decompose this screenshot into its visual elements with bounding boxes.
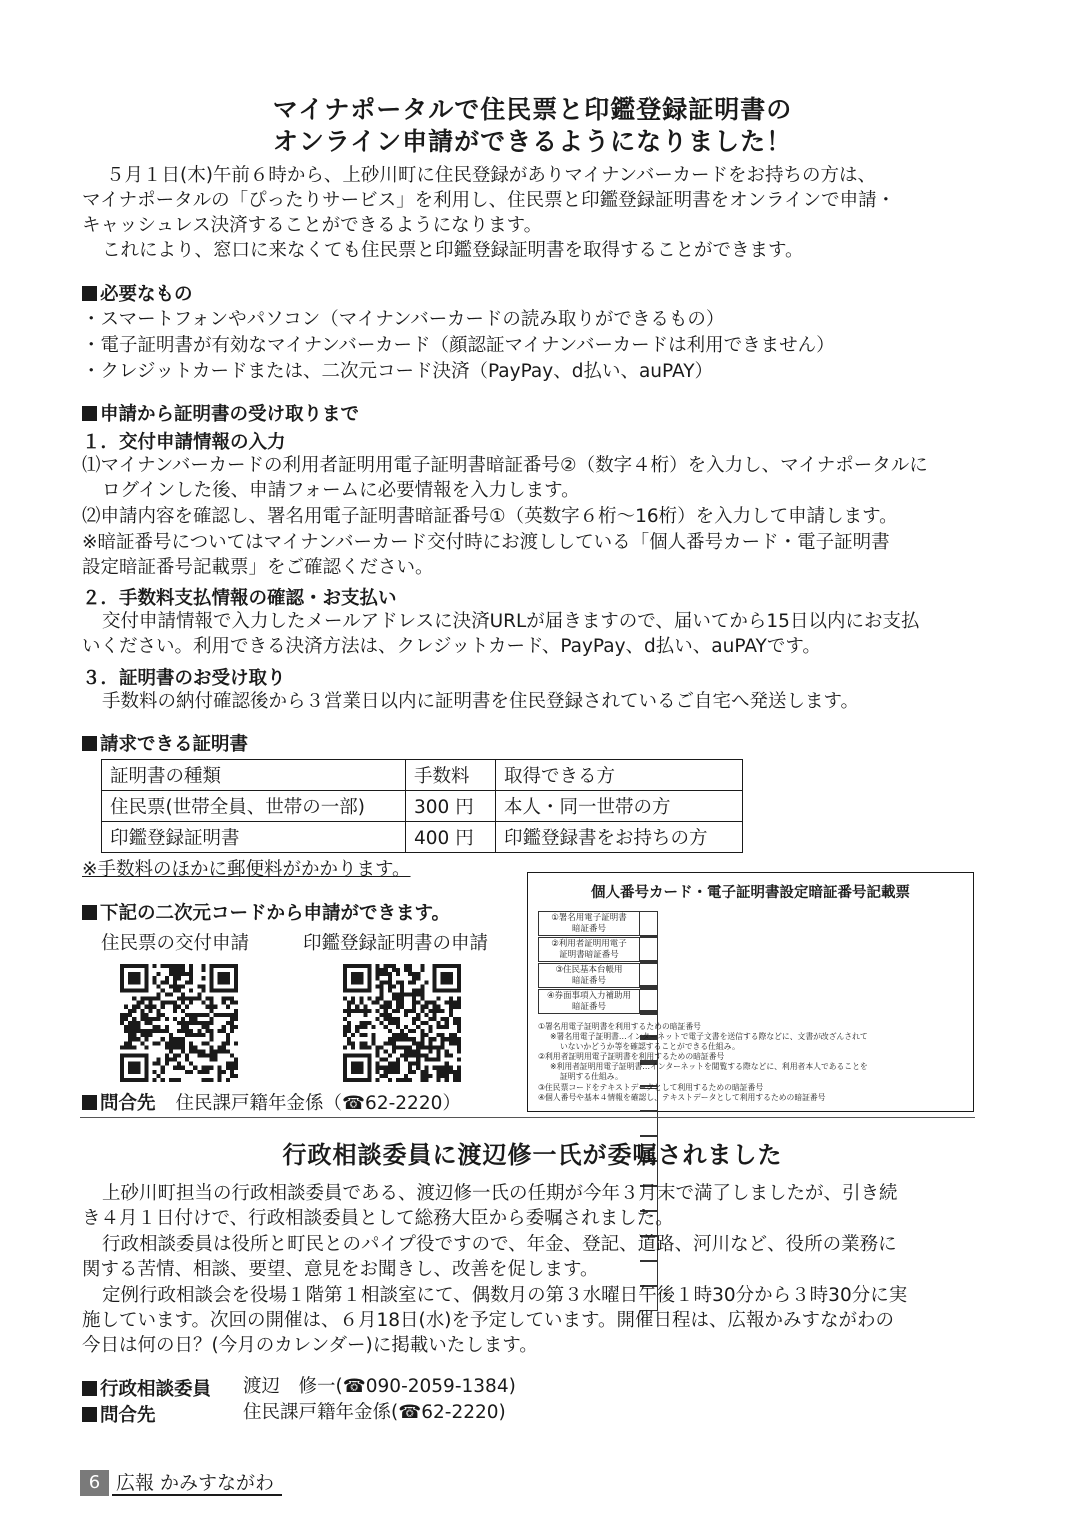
step1-line: ⑴マイナンバーカードの利用者証明用電子証明書暗証番号②（数字４桁）を入力し、マイナポータルに: [82, 455, 928, 476]
contact-text: 渡辺 修一(☎090-2059-1384): [243, 1376, 516, 1397]
intro-line: これにより、窓口に来なくても住民票と印鑑登録証明書を取得することができます。: [102, 240, 804, 261]
table-header-cell: 手数料: [406, 760, 496, 791]
pin-form-label-line: ③住民基本台帳用: [555, 965, 623, 975]
article2-line: き４月１日付けで、行政相談委員として総務大臣から委嘱されました。: [82, 1208, 674, 1229]
step3-title: ３．証明書のお受け取り: [82, 668, 286, 689]
page-number: 6: [80, 1470, 109, 1496]
pin-form-label-line: 証明書暗証番号: [559, 950, 619, 960]
pin-cell: [640, 937, 658, 962]
pin-cells: [640, 937, 658, 962]
qr-code-juminhyo[interactable]: [120, 964, 238, 1082]
certs-heading: [82, 730, 248, 756]
square-bullet-icon: [82, 406, 97, 421]
table-cell: 300 円: [406, 791, 496, 822]
table-header-cell: 証明書の種類: [102, 760, 406, 791]
step3-line: 手数料の納付確認後から３営業日以内に証明書を住民登録されているご自宅へ発送します。: [102, 691, 860, 712]
table-cell: 印鑑登録書をお持ちの方: [496, 822, 743, 853]
pin-cells: [640, 989, 658, 1014]
postage-note: ※手数料のほかに郵便料がかかります。: [82, 859, 411, 880]
contact-label: 問合先: [100, 1093, 156, 1114]
intro-line: ５月１日(木)午前６時から、上砂川町に住民登録がありマイナンバーカードをお持ちの方は、: [106, 165, 876, 186]
contact-label: 行政相談委員: [100, 1379, 212, 1400]
square-bullet-icon: [82, 1381, 97, 1396]
square-bullet-icon: [82, 1095, 97, 1110]
intro-line: キャッシュレス決済することができるようになります。: [82, 215, 543, 236]
intro-line: マイナポータルの「ぴったりサービス」を利用し、住民票と印鑑登録証明書をオンラインで申請・: [82, 190, 896, 211]
pin-cell: [640, 989, 658, 1014]
square-bullet-icon: [82, 905, 97, 920]
pin-cells: [640, 963, 658, 988]
flow-heading: [82, 400, 359, 426]
qr-label-inkan: 印鑑登録証明書の申請: [303, 933, 489, 954]
pin-form-note: 証明する仕組み。: [560, 1072, 623, 1081]
contact-commissioner: [82, 1375, 211, 1401]
pin-form-label-line: 暗証番号: [571, 924, 606, 934]
square-bullet-icon: [82, 286, 97, 301]
article2-line: 今日は何の日？(今月のカレンダー)に掲載いたします。: [82, 1335, 538, 1356]
pin-form-note: ①署名用電子証明書を利用するための暗証番号: [538, 1022, 701, 1031]
article2-line: 関する苦情、相談、要望、意見をお聞きし、改善を促します。: [82, 1259, 599, 1280]
pin-form-note: いないかどうか等を確認することができる仕組み。: [560, 1042, 740, 1051]
flow-heading-label: 申請から証明書の受け取りまで: [100, 404, 360, 425]
table-header-row: [102, 760, 743, 791]
pin-form-note: ※署名用電子証明書…インターネットで電子文書を送信する際などに、文書が改ざんされて: [550, 1032, 868, 1041]
contact-text: 住民課戸籍年金係(☎62-2220): [243, 1402, 506, 1423]
square-bullet-icon: [82, 1407, 97, 1422]
qr-code-inkan[interactable]: [343, 964, 461, 1082]
table-header-cell: 取得できる方: [496, 760, 743, 791]
pin-form-label-line: ④券面事項入力補助用: [546, 991, 632, 1001]
step2-title: ２．手数料支払情報の確認・お支払い: [82, 588, 397, 609]
contact-text: 住民課戸籍年金係（☎62-2220）: [175, 1093, 461, 1114]
needs-item: ・電子証明書が有効なマイナンバーカード（顔認証マイナンバーカードは利用できません）: [82, 335, 835, 356]
table-cell: 400 円: [406, 822, 496, 853]
needs-item: ・クレジットカードまたは、二次元コード決済（PayPay、d払い、auPAY）: [82, 361, 714, 382]
pin-form-note: ③住民票コードをテキストデータとして利用するための暗証番号: [538, 1083, 764, 1092]
publication-name: 広報 かみすながわ: [116, 1472, 275, 1494]
pin-form-note: ※利用者証明用電子証明書…インターネットを閲覧する際などに、利用者本人であることを: [550, 1062, 868, 1071]
needs-heading-label: 必要なもの: [100, 284, 193, 305]
pin-form-note: ②利用者証明用電子証明書を利用するための暗証番号: [538, 1052, 725, 1061]
needs-heading: [82, 280, 193, 306]
table-cell: 本人・同一世帯の方: [496, 791, 743, 822]
certs-heading-label: 請求できる証明書: [100, 734, 249, 755]
contact-label: 問合先: [100, 1405, 156, 1426]
pin-form-label-line: ②利用者証明用電子: [551, 939, 627, 949]
table-row: [102, 822, 743, 853]
step1-title: １．交付申請情報の入力: [82, 432, 286, 453]
article2-line: 行政相談委員は役所と町民とのパイプ役ですので、年金、登記、道路、河川など、役所の業務に: [102, 1234, 897, 1255]
pin-cell: [640, 1111, 658, 1136]
qr-heading-label: 下記の二次元コードから申請ができます。: [100, 903, 451, 924]
qr-heading: [82, 899, 450, 925]
step1-line: ※暗証番号についてはマイナンバーカード交付時にお渡ししている「個人番号カード・電子証明書: [82, 532, 890, 553]
square-bullet-icon: [82, 736, 97, 751]
table-cell: 印鑑登録証明書: [102, 822, 406, 853]
table-cell: 住民票(世帯全員、世帯の一部): [102, 791, 406, 822]
pin-cells: [640, 911, 658, 936]
pin-form-label-line: 暗証番号: [571, 1002, 606, 1012]
pin-form-row-label: [538, 989, 640, 1014]
step1-line: 設定暗証番号記載票」をご確認ください。: [82, 557, 434, 578]
qr-label-juminhyo: 住民票の交付申請: [101, 933, 250, 954]
step2-line: いください。利用できる決済方法は、クレジットカード、PayPay、d払い、auPAYです。: [82, 636, 821, 657]
footer-underline: [112, 1494, 282, 1496]
certificates-table: [101, 759, 743, 853]
article2-line: 施しています。次回の開催は、６月18日(水)を予定しています。開催日程は、広報かみすながわの: [82, 1310, 895, 1331]
section-divider: [80, 1117, 975, 1118]
contact-office: [82, 1401, 156, 1427]
pin-cell: [640, 963, 658, 988]
pin-form-image: [527, 872, 974, 1112]
article-title-line2: オンライン申請ができるようになりました！: [272, 127, 793, 156]
pin-form-title: 個人番号カード・電子証明書設定暗証番号記載票: [591, 885, 910, 901]
table-row: [102, 791, 743, 822]
pin-form-label-line: ①署名用電子証明書: [551, 913, 627, 923]
needs-item: ・スマートフォンやパソコン（マイナンバーカードの読み取りができるもの）: [82, 309, 725, 330]
article2-line: 定例行政相談会を役場１階第１相談室にて、偶数月の第３水曜日午後１時30分から３時30分に実: [102, 1285, 908, 1306]
article-title-line1: マイナポータルで住民票と印鑑登録証明書の: [272, 95, 793, 124]
article2-title: 行政相談委員に渡辺修一氏が委嘱されました: [282, 1141, 783, 1169]
article2-line: 上砂川町担当の行政相談委員である、渡辺修一氏の任期が今年３月末で満了しましたが、引き続: [102, 1183, 898, 1204]
pin-form-row-label: [538, 963, 640, 988]
step1-line: ログインした後、申請フォームに必要情報を入力します。: [102, 480, 580, 501]
step2-line: 交付申請情報で入力したメールアドレスに決済URLが届きますので、届いてから15日以内にお支払: [102, 611, 920, 632]
pin-form-row-label: [538, 911, 640, 936]
contact-1: [82, 1089, 461, 1115]
pin-form-note: ④個人番号や基本４情報を確認し、テキストデータとして利用するための暗証番号: [538, 1093, 826, 1102]
pin-form-row-label: [538, 937, 640, 962]
pin-cell: [640, 911, 658, 936]
step1-line: ⑵申請内容を確認し、署名用電子証明書暗証番号①（英数字６桁～16桁）を入力して申請します。: [82, 506, 898, 527]
pin-form-label-line: 暗証番号: [571, 976, 606, 986]
